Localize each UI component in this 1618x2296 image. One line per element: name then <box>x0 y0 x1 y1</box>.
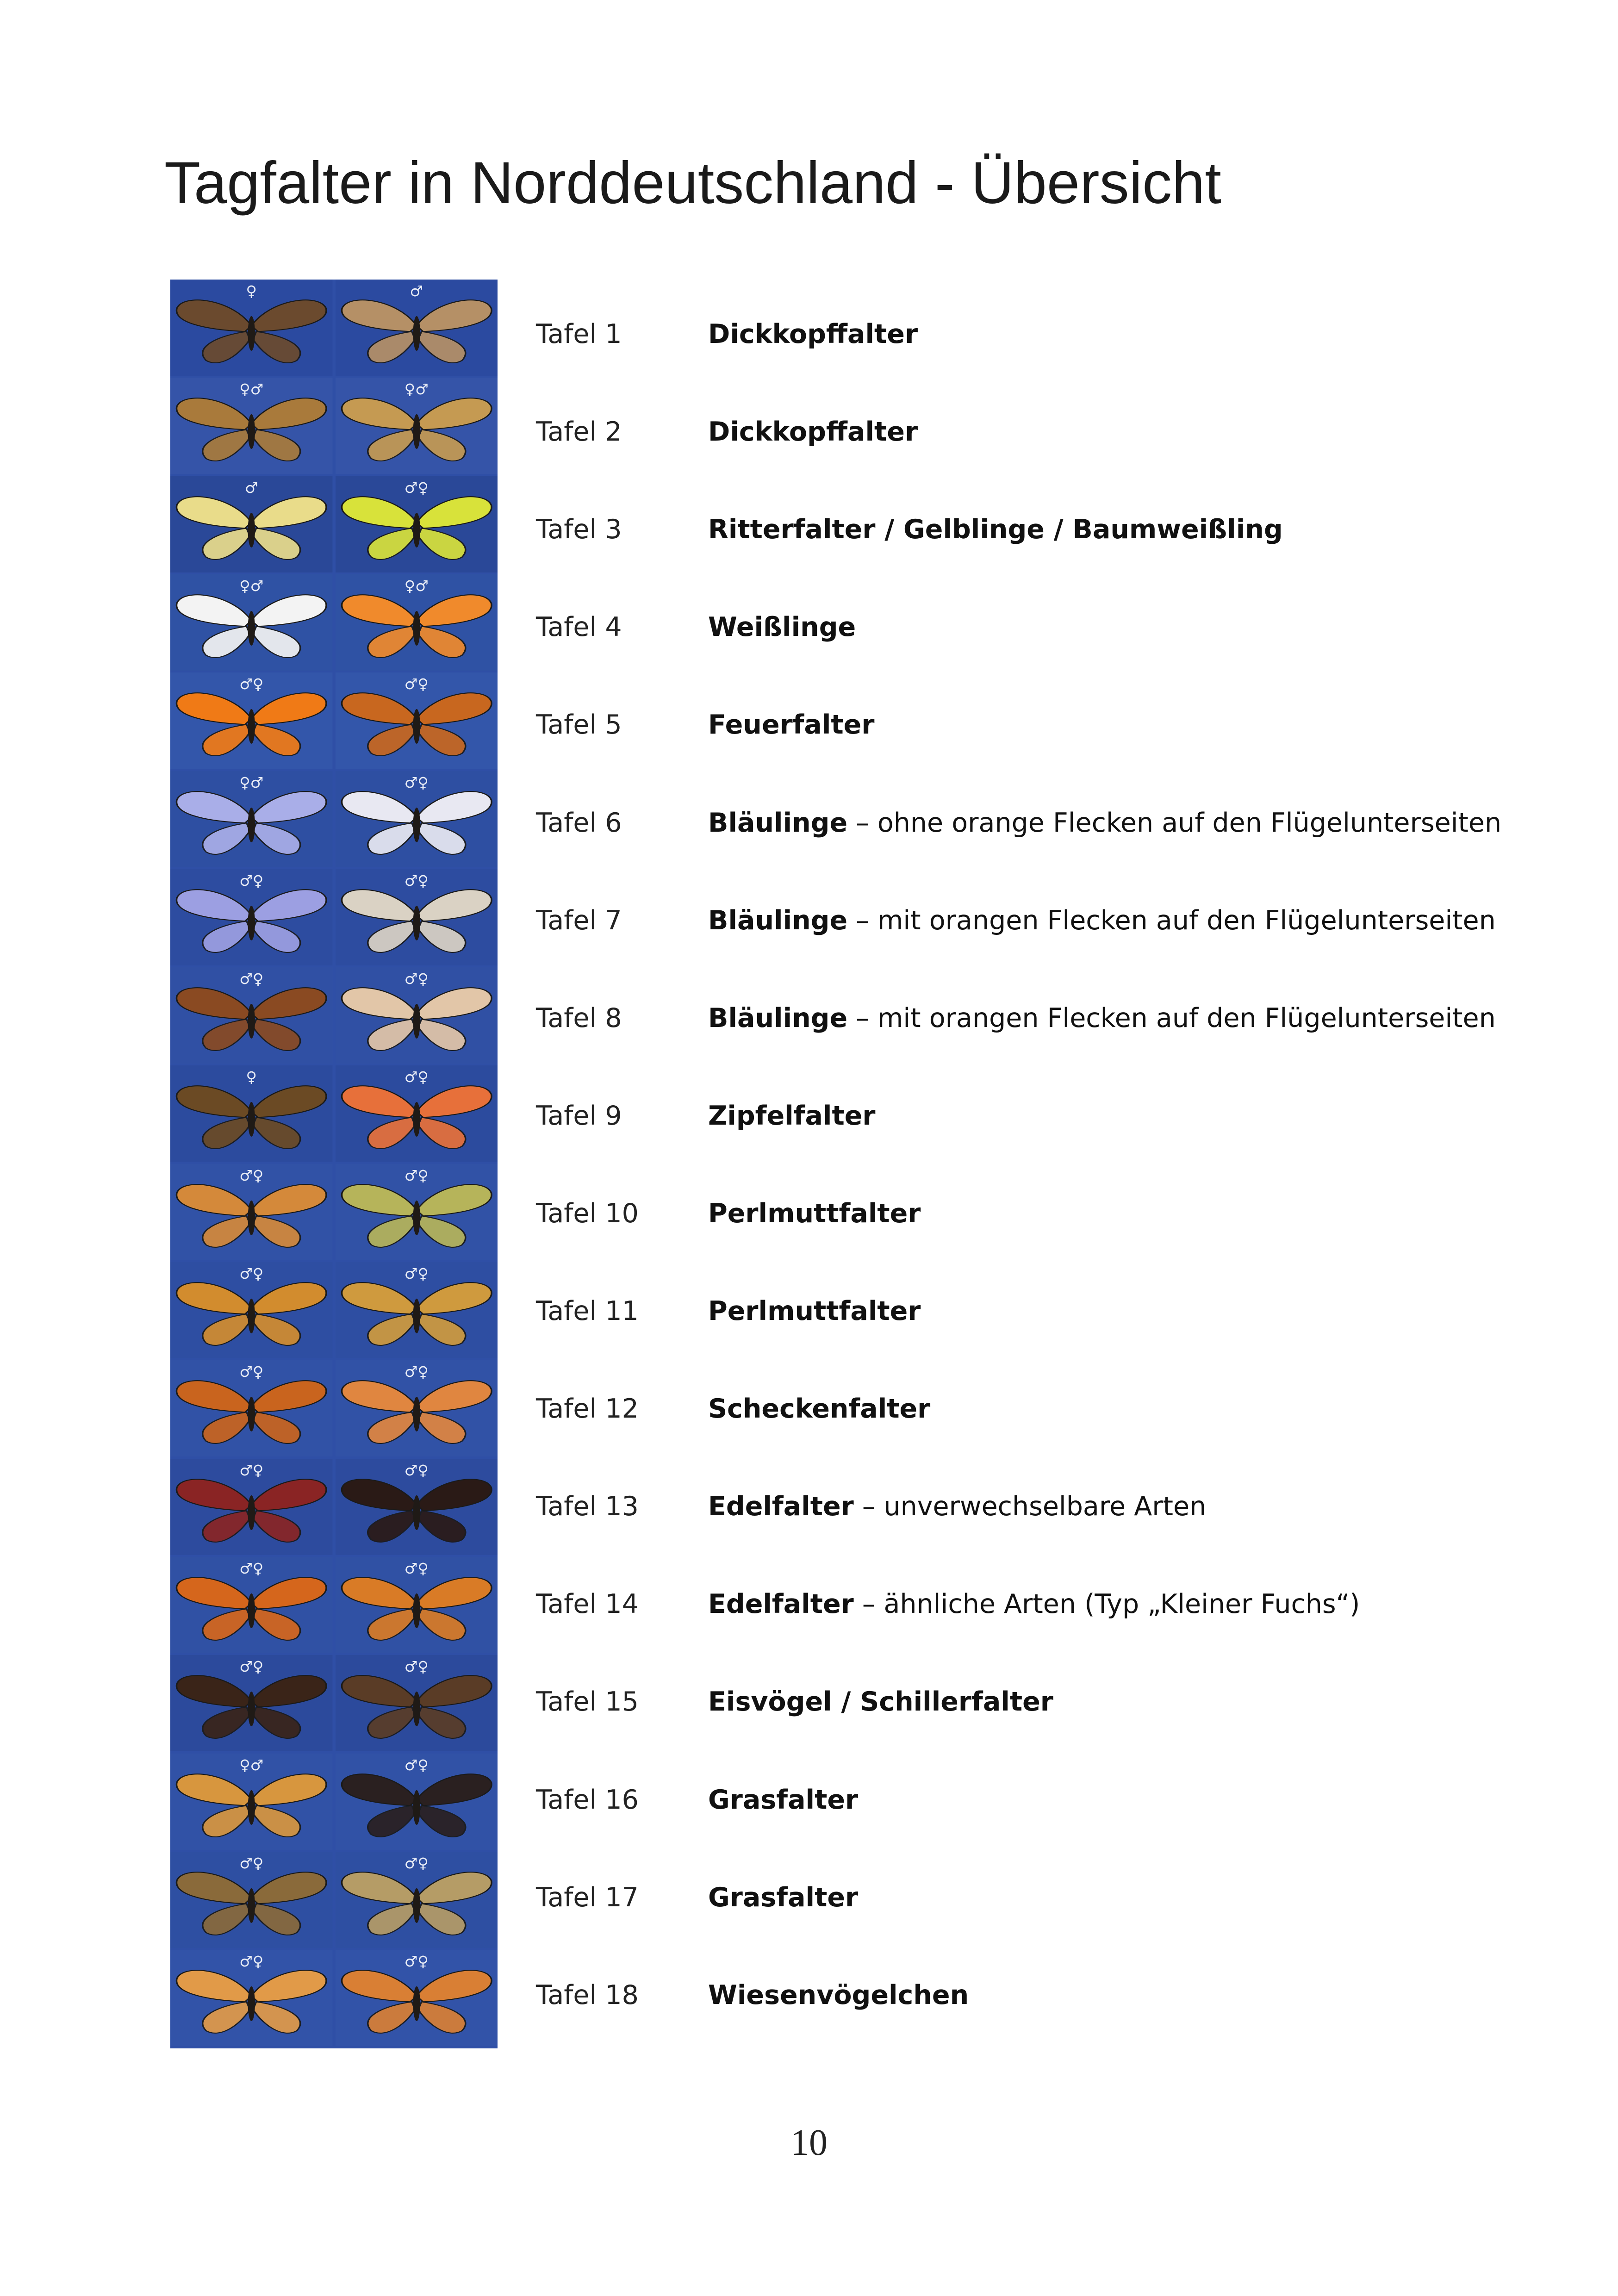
plate-thumbnail-row <box>170 378 498 474</box>
plate-number-label: Tafel 17 <box>536 1882 639 1913</box>
family-name: Zipfelfalter <box>708 1101 876 1131</box>
family-name: Eisvögel / Schillerfalter <box>708 1686 1053 1717</box>
butterfly-image <box>170 1262 333 1358</box>
page-title: Tagfalter in Norddeutschland - Übersicht <box>164 150 1221 216</box>
family-name: Grasfalter <box>708 1785 859 1815</box>
sex-symbol: ♂♀ <box>404 1265 429 1282</box>
plate-family-text <box>708 1977 969 2014</box>
plate-list-item <box>536 1781 1554 1818</box>
butterfly-image <box>170 1655 333 1751</box>
sex-symbol: ♀♂ <box>404 577 429 595</box>
butterfly-image <box>170 1065 333 1162</box>
sex-symbol: ♂♀ <box>239 970 264 988</box>
plate-list-item <box>536 706 1554 743</box>
plate-list-item <box>536 1488 1554 1525</box>
family-name: Edelfalter <box>708 1491 854 1522</box>
sex-symbol: ♀ <box>246 282 257 300</box>
family-name: Perlmuttfalter <box>708 1296 921 1326</box>
family-name: Scheckenfalter <box>708 1394 931 1424</box>
plate-thumbnail-row <box>170 1459 498 1555</box>
butterfly-image <box>170 1852 333 1948</box>
plate-thumbnail-row <box>170 1852 498 1948</box>
sex-symbol: ♂♀ <box>239 1363 264 1381</box>
plate-family-text <box>708 1390 930 1427</box>
family-note: – ohne orange Flecken auf den Flügelunterseiten <box>847 808 1502 838</box>
butterfly-plate-column <box>170 280 498 2048</box>
plate-number-label: Tafel 16 <box>536 1785 639 1815</box>
butterfly-image <box>336 1852 498 1948</box>
sex-symbol: ♂♀ <box>404 479 429 497</box>
plate-family-text <box>708 1195 921 1232</box>
plate-list-item <box>536 1977 1554 2014</box>
plate-list-item <box>536 316 1554 353</box>
butterfly-image <box>170 378 333 474</box>
sex-symbol: ♂♀ <box>404 872 429 890</box>
plate-number-label: Tafel 13 <box>536 1491 639 1522</box>
sex-symbol: ♂♀ <box>404 1854 429 1872</box>
family-name: Bläulinge <box>708 905 848 936</box>
plate-number-label: Tafel 1 <box>536 319 622 349</box>
plate-family-text <box>708 804 1501 841</box>
plate-list-item <box>536 1683 1554 1720</box>
sex-symbol: ♂♀ <box>239 1265 264 1282</box>
family-name: Dickkopffalter <box>708 417 918 447</box>
family-note: – ähnliche Arten (Typ „Kleiner Fuchs“) <box>853 1589 1360 1619</box>
plate-thumbnail-row <box>170 1360 498 1456</box>
plate-thumbnail-row <box>170 967 498 1064</box>
plate-thumbnail-row <box>170 771 498 867</box>
plate-family-text <box>708 316 918 353</box>
plate-thumbnail-row <box>170 476 498 572</box>
family-name: Edelfalter <box>708 1589 854 1619</box>
butterfly-image <box>336 1950 498 2046</box>
plate-number-label: Tafel 9 <box>536 1101 622 1131</box>
plate-number-label: Tafel 10 <box>536 1198 639 1229</box>
plate-family-text <box>708 1781 858 1818</box>
sex-symbol: ♂♀ <box>239 675 264 693</box>
plate-family-text <box>708 1488 1206 1525</box>
plate-thumbnail-row <box>170 1065 498 1162</box>
plate-number-label: Tafel 2 <box>536 417 622 447</box>
sex-symbol: ♀♂ <box>404 380 429 398</box>
sex-symbol: ♂♀ <box>404 774 429 791</box>
butterfly-image <box>336 869 498 965</box>
sex-symbol: ♂♀ <box>404 1756 429 1774</box>
sex-symbol: ♂♀ <box>404 970 429 988</box>
sex-symbol: ♂♀ <box>239 1462 264 1479</box>
plate-list-item <box>536 1390 1554 1427</box>
plate-list-item <box>536 1097 1554 1134</box>
sex-symbol: ♂ <box>244 479 258 497</box>
plate-thumbnail-row <box>170 1164 498 1260</box>
plate-list-item <box>536 511 1554 548</box>
butterfly-image <box>336 1164 498 1260</box>
family-name: Grasfalter <box>708 1882 859 1913</box>
plate-number-label: Tafel 4 <box>536 612 622 642</box>
sex-symbol: ♀ <box>246 1068 257 1086</box>
butterfly-image <box>170 967 333 1064</box>
butterfly-image <box>336 280 498 376</box>
family-name: Wiesenvögelchen <box>708 1980 969 2010</box>
butterfly-image <box>170 1360 333 1456</box>
butterfly-image <box>170 1164 333 1260</box>
butterfly-image <box>170 574 333 671</box>
butterfly-image <box>336 1262 498 1358</box>
sex-symbol: ♂♀ <box>239 1658 264 1675</box>
family-name: Perlmuttfalter <box>708 1198 921 1229</box>
plate-number-label: Tafel 3 <box>536 514 622 545</box>
plate-list-item <box>536 902 1554 939</box>
plate-list-item <box>536 1586 1554 1623</box>
family-name: Bläulinge <box>708 808 848 838</box>
plate-family-text <box>708 511 1283 548</box>
plate-list-item <box>536 1293 1554 1330</box>
butterfly-image <box>170 1754 333 1850</box>
plate-thumbnail-row <box>170 574 498 671</box>
sex-symbol: ♀♂ <box>239 380 264 398</box>
plate-family-text <box>708 706 874 743</box>
sex-symbol: ♂♀ <box>404 1560 429 1577</box>
plate-thumbnail-row <box>170 1262 498 1358</box>
sex-symbol: ♂♀ <box>404 1363 429 1381</box>
plate-number-label: Tafel 11 <box>536 1296 639 1326</box>
family-name: Dickkopffalter <box>708 319 918 349</box>
sex-symbol: ♀♂ <box>239 577 264 595</box>
plate-thumbnail-row <box>170 869 498 965</box>
plate-thumbnail-row <box>170 1557 498 1653</box>
sex-symbol: ♂♀ <box>239 872 264 890</box>
plate-list-item <box>536 1195 1554 1232</box>
family-note: – unverwechselbare Arten <box>853 1491 1207 1522</box>
family-note: – mit orangen Flecken auf den Flügelunterseiten <box>847 1003 1496 1033</box>
plate-family-text <box>708 1293 921 1330</box>
family-name: Feuerfalter <box>708 709 875 740</box>
butterfly-image <box>170 1459 333 1555</box>
butterfly-image <box>336 574 498 671</box>
sex-symbol: ♂♀ <box>404 1953 429 1970</box>
plate-family-text <box>708 1586 1360 1623</box>
plate-thumbnail-row <box>170 280 498 376</box>
sex-symbol: ♂♀ <box>404 1167 429 1184</box>
plate-list-item <box>536 1000 1554 1037</box>
sex-symbol: ♂ <box>410 282 423 300</box>
sex-symbol: ♂♀ <box>404 1658 429 1675</box>
plate-thumbnail-row <box>170 1754 498 1850</box>
family-name: Ritterfalter / Gelblinge / Baumweißling <box>708 514 1283 545</box>
plate-family-text <box>708 609 856 646</box>
plate-family-text <box>708 1879 858 1916</box>
butterfly-image <box>336 378 498 474</box>
plate-family-text <box>708 902 1496 939</box>
plate-list-item <box>536 413 1554 450</box>
sex-symbol: ♂♀ <box>404 1068 429 1086</box>
plate-list-item <box>536 804 1554 841</box>
butterfly-image <box>170 476 333 572</box>
plate-family-text <box>708 413 918 450</box>
plate-number-label: Tafel 14 <box>536 1589 639 1619</box>
plate-thumbnail-row <box>170 1950 498 2046</box>
plate-list-item <box>536 609 1554 646</box>
family-name: Bläulinge <box>708 1003 848 1033</box>
sex-symbol: ♂♀ <box>239 1854 264 1872</box>
sex-symbol: ♀♂ <box>239 774 264 791</box>
butterfly-image <box>336 771 498 867</box>
plate-list-item <box>536 1879 1554 1916</box>
plate-number-label: Tafel 8 <box>536 1003 622 1033</box>
plate-number-label: Tafel 18 <box>536 1980 639 2010</box>
plate-thumbnail-row <box>170 672 498 769</box>
butterfly-image <box>170 1557 333 1653</box>
butterfly-image <box>336 1360 498 1456</box>
plate-thumbnail-row <box>170 1655 498 1751</box>
butterfly-image <box>336 1655 498 1751</box>
plate-number-label: Tafel 7 <box>536 905 622 936</box>
butterfly-image <box>170 672 333 769</box>
butterfly-image <box>336 1754 498 1850</box>
plate-family-text <box>708 1097 875 1134</box>
butterfly-image <box>170 771 333 867</box>
family-name: Weißlinge <box>708 612 856 642</box>
plate-number-label: Tafel 6 <box>536 808 622 838</box>
butterfly-image <box>170 280 333 376</box>
butterfly-image <box>336 1065 498 1162</box>
sex-symbol: ♂♀ <box>404 675 429 693</box>
butterfly-image <box>336 1459 498 1555</box>
butterfly-image <box>336 1557 498 1653</box>
butterfly-image <box>336 476 498 572</box>
plate-number-label: Tafel 15 <box>536 1686 639 1717</box>
page-number: 10 <box>790 2122 828 2163</box>
butterfly-image <box>336 967 498 1064</box>
plate-number-label: Tafel 12 <box>536 1394 639 1424</box>
plate-number-label: Tafel 5 <box>536 709 622 740</box>
butterfly-image <box>170 1950 333 2046</box>
sex-symbol: ♀♂ <box>239 1756 264 1774</box>
plate-family-text <box>708 1000 1496 1037</box>
family-note: – mit orangen Flecken auf den Flügelunterseiten <box>847 905 1496 936</box>
sex-symbol: ♂♀ <box>239 1560 264 1577</box>
butterfly-image <box>170 869 333 965</box>
sex-symbol: ♂♀ <box>404 1462 429 1479</box>
plate-family-text <box>708 1683 1053 1720</box>
sex-symbol: ♂♀ <box>239 1167 264 1184</box>
sex-symbol: ♂♀ <box>239 1953 264 1970</box>
butterfly-image <box>336 672 498 769</box>
